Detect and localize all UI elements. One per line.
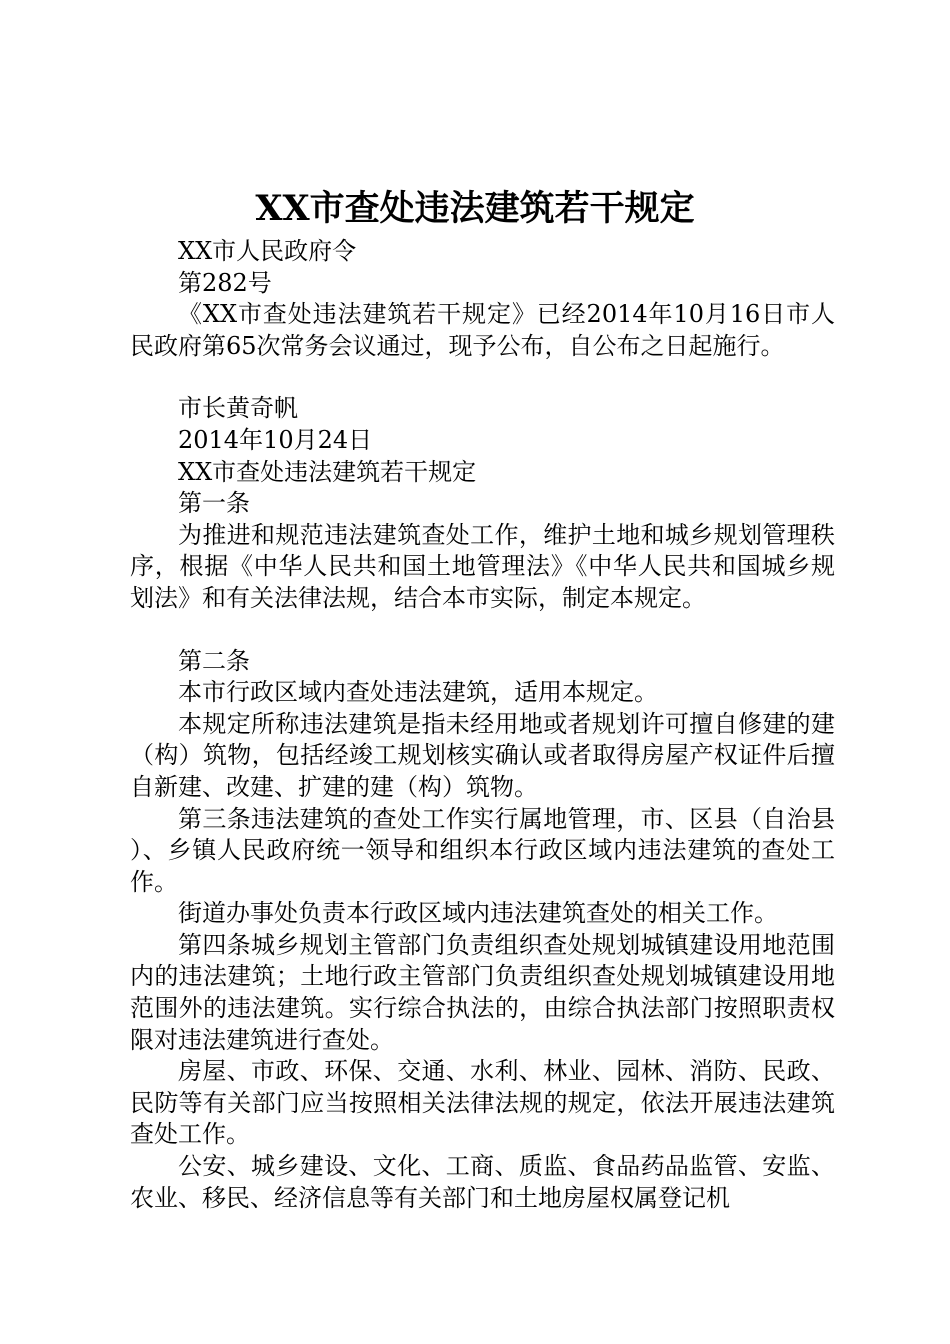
issue-date: 2014年10月24日 <box>178 425 373 454</box>
article-paragraph: 第三条违法建筑的查处工作实行属地管理，市、区县（自治县）、乡镇人民政府统一领导和组织本行政区域内违法建筑的查处工作。 <box>130 804 835 896</box>
decree-number: 第282号 <box>178 268 272 297</box>
article-paragraph: 房屋、市政、环保、交通、水利、林业、园林、消防、民政、民防等有关部门应当按照相关法律法规的规定，依法开展违法建筑查处工作。 <box>130 1057 835 1149</box>
decree-issuer: XX市人民政府令 <box>178 237 357 265</box>
document-body <box>130 236 835 1214</box>
paragraph-gap <box>130 362 835 393</box>
article-paragraph: 本市行政区域内查处违法建筑，适用本规定。 <box>178 678 658 707</box>
paragraph-gap <box>130 615 835 646</box>
promulgation-paragraph: 《XX市查处违法建筑若干规定》已经2014年10月16日市人民政府第65次常务会议通过，现予公布，自公布之日起施行。 <box>130 300 835 360</box>
article-paragraph: 为推进和规范违法建筑查处工作，维护土地和城乡规划管理秩序，根据《中华人民共和国土地管理法》《中华人民共和国城乡规划法》和有关法律法规，结合本市实际，制定本规定。 <box>130 520 835 612</box>
article-paragraph: 公安、城乡建设、文化、工商、质监、食品药品监管、安监、农业、移民、经济信息等有关部门和土地房屋权属登记机 <box>130 1152 835 1212</box>
article-paragraph: 第四条城乡规划主管部门负责组织查处规划城镇建设用地范围内的违法建筑；土地行政主管部门负责组织查处规划城镇建设用地范围外的违法建筑。实行综合执法的，由综合执法部门按照职责权限对违法建筑进行查处。 <box>130 930 835 1054</box>
regulation-title: XX市查处违法建筑若干规定 <box>178 457 477 486</box>
article-heading: 第二条 <box>178 646 250 675</box>
mayor-signature: 市长黄奇帆 <box>178 394 298 423</box>
article-heading: 第一条 <box>178 489 250 518</box>
document-title: XX市查处违法建筑若干规定 <box>255 188 695 229</box>
article-paragraph: 本规定所称违法建筑是指未经用地或者规划许可擅自修建的建（构）筑物，包括经竣工规划核实确认或者取得房屋产权证件后擅自新建、改建、扩建的建（构）筑物。 <box>130 709 835 801</box>
article-paragraph: 街道办事处负责本行政区域内违法建筑查处的相关工作。 <box>178 899 778 928</box>
